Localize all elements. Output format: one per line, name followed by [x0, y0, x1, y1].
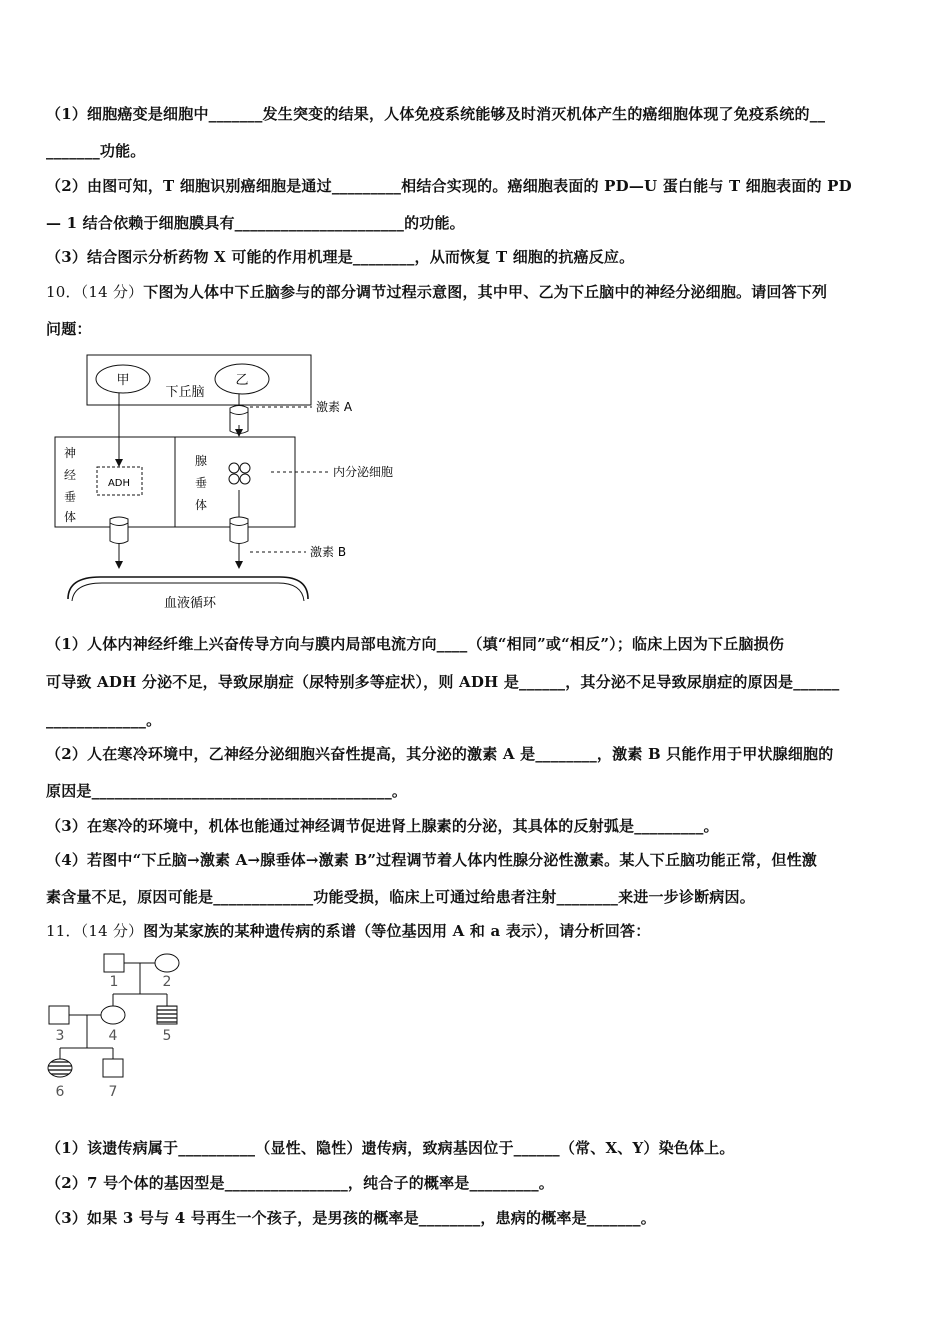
hormone-a-label: 激素 A [316, 400, 353, 414]
neurohypophysis-char3: 垂 [63, 490, 77, 504]
q9-part2-line2: — 1 结合依赖于细胞膜具有______________________的功能。 [46, 214, 465, 232]
q9-part3: （3）结合图示分析药物 X 可能的作用机理是________，从而恢复 T 细胞的抗癌反应。 [46, 248, 635, 266]
q10-part4-line2: 素含量不足，原因可能是_____________功能受损，临床上可通过给患者注射________来进一步诊断病因。 [46, 888, 755, 906]
cell-jia-label: 甲 [116, 373, 130, 388]
q11-number: 11．（14 分） [46, 922, 144, 940]
blood-circulation-label: 血液循环 [163, 596, 217, 611]
neurohypophysis-char1: 神 [63, 446, 77, 460]
q10-stem-line1 [46, 281, 827, 302]
q9-part1-line1: （1）细胞癌变是细胞中_______发生突变的结果，人体免疫系统能够及时消灭机体产生的癌细胞体现了免疫系统的__ [46, 105, 826, 123]
individual-3 [49, 1006, 69, 1024]
label-6: 6 [55, 1084, 65, 1100]
q10-number: 10．（14 分） [46, 283, 144, 301]
label-2: 2 [162, 974, 172, 990]
q10-part3: （3）在寒冷的环境中，机体也能通过神经调节促进肾上腺素的分泌，其具体的反射弧是_________。 [46, 817, 719, 835]
q10-part1-line2: 可导致 ADH 分泌不足，导致尿崩症（尿特别多等症状），则 ADH 是______，其分泌不足导致尿崩症的原因是______ [46, 673, 840, 691]
q9-part2-line1: （2）由图可知，T 细胞识别癌细胞是通过_________相结合实现的。癌细胞表面的 PD—U 蛋白能与 T 细胞表面的 PD [46, 177, 852, 195]
q10-stem-line2: 问题： [46, 320, 92, 338]
endocrine-label: 内分泌细胞 [333, 465, 394, 479]
q11-stem [46, 920, 650, 941]
neurohypophysis-char2: 经 [63, 468, 77, 482]
adenohypophysis-char3: 体 [194, 498, 208, 512]
adh-label: ADH [107, 478, 131, 489]
hormone-b-vesicle [230, 517, 248, 544]
individual-4 [101, 1006, 125, 1024]
individual-7 [103, 1059, 123, 1077]
adenohypophysis-char1: 腺 [194, 454, 208, 468]
q10-part4-line1: （4）若图中“下丘脑→激素 A→腺垂体→激素 B”过程调节着人体内性腺分泌性激素。某人下丘脑功能正常，但性激 [46, 851, 817, 869]
individual-5-affected [157, 1006, 177, 1024]
q11-stem-text: 图为某家族的某种遗传病的系谱（等位基因用 A 和 a 表示），请分析回答： [143, 922, 651, 940]
q11-part2: （2）7 号个体的基因型是________________，纯合子的概率是_________。 [46, 1174, 554, 1192]
label-4: 4 [108, 1028, 118, 1044]
q10-part2-line2: 原因是_______________________________________。 [46, 782, 408, 800]
individual-6-affected [48, 1059, 72, 1077]
adenohypophysis-char2: 垂 [194, 476, 208, 490]
hypothalamus-regulation-diagram [40, 345, 420, 620]
endocrine-cells [229, 463, 250, 484]
individual-1 [104, 954, 124, 972]
q11-part3: （3）如果 3 号与 4 号再生一个孩子，是男孩的概率是________，患病的概率是_______。 [46, 1209, 656, 1227]
label-5: 5 [162, 1028, 172, 1044]
q10-stem-text: 下图为人体中下丘脑参与的部分调节过程示意图，其中甲、乙为下丘脑中的神经分泌细胞。请回答下列 [143, 283, 828, 301]
neurohypophysis-char4: 体 [63, 510, 77, 524]
hypothalamus-label: 下丘脑 [165, 385, 205, 400]
q10-part1-line3: _____________。 [46, 711, 162, 729]
label-3: 3 [55, 1028, 65, 1044]
q11-part1: （1）该遗传病属于__________（显性、隐性）遗传病，致病基因位于______（常、X、Y）染色体上。 [46, 1139, 735, 1157]
label-7: 7 [108, 1084, 118, 1100]
adh-vesicle [110, 517, 128, 544]
label-1: 1 [109, 974, 119, 990]
q9-part1-line2: _______功能。 [46, 142, 146, 160]
cell-yi-label: 乙 [235, 373, 249, 388]
hormone-b-label: 激素 B [310, 545, 347, 559]
q10-part2-line1: （2）人在寒冷环境中，乙神经分泌细胞兴奋性提高，其分泌的激素 A 是________，激素 B 只能作用于甲状腺细胞的 [46, 745, 834, 763]
q10-part1-line1: （1）人体内神经纤维上兴奋传导方向与膜内局部电流方向____（填“相同”或“相反”）；临床上因为下丘脑损伤 [46, 635, 785, 653]
pedigree-chart [40, 948, 200, 1103]
individual-2 [155, 954, 179, 972]
